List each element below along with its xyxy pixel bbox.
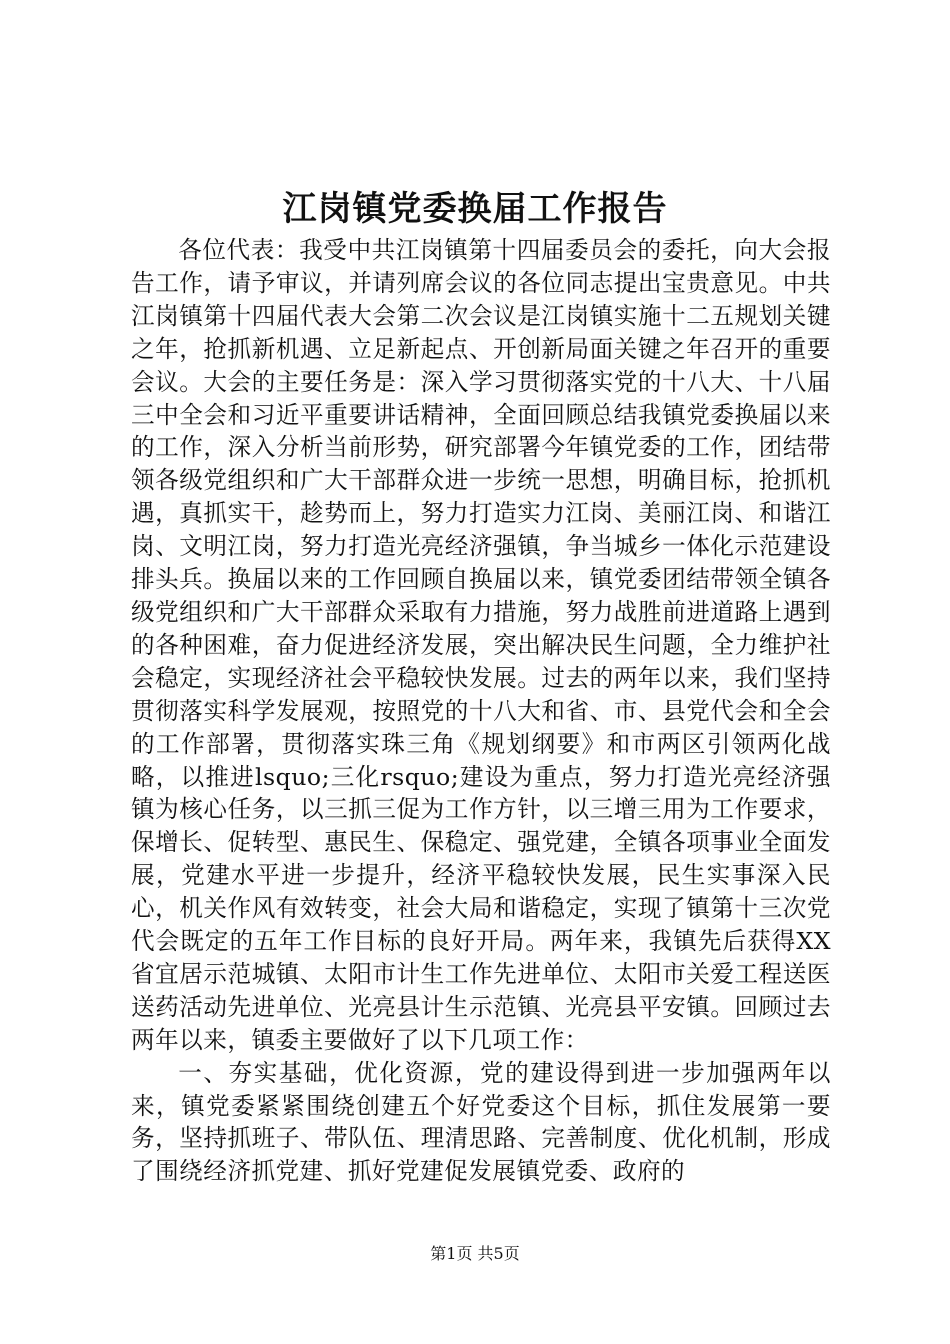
paragraph-intro: 各位代表：我受中共江岗镇第十四届委员会的委托，向大会报告工作，请予审议，并请列席会议的各位同志提出宝贵意见。中共江岗镇第十四届代表大会第二次会议是江岗镇实施十二五规划关键之年，抢抓新机遇、立足新起点、开创新局面关键之年召开的重要会议。大会的主要任务是：深入学习贯彻落实党的十八大、十八届三中全会和习近平重要讲话精神，全面回顾总结我镇党委换届以来的工作，深入分析当前形势，研究部署今年镇党委的工作，团结带领各级党组织和广大干部群众进一步统一思想，明确目标，抢抓机遇，真抓实干，趁势而上，努力打造实力江岗、美丽江岗、和谐江岗、文明江岗，努力打造光亮经济强镇，争当城乡一体化示范建设排头兵。换届以来的工作回顾自换届以来，镇党委团结带领全镇各级党组织和广大干部群众采取有力措施，努力战胜前进道路上遇到的各种困难，奋力促进经济发展，突出解决民生问题，全力维护社会稳定，实现经济社会平稳较快发展。过去的两年以来，我们坚持贯彻落实科学发展观，按照党的十八大和省、市、县党代会和全会的工作部署，贯彻落实珠三角《规划纲要》和市两区引领两化战略，以推进lsquo;三化rsquo;建设为重点，努力打造光亮经济强镇为核心任务，以三抓三促为工作方针，以三增三用为工作要求，保增长、促转型、惠民生、保稳定、强党建，全镇各项事业全面发展，党建水平进一步提升，经济平稳较快发展，民生实事深入民心，机关作风有效转变，社会大局和谐稳定，实现了镇第十三次党代会既定的五年工作目标的良好开局。两年来，我镇先后获得XX省宜居示范城镇、太阳市计生工作先进单位、太阳市关爱工程送医送药活动先进单位、光亮县计生示范镇、光亮县平安镇。回顾过去两年以来，镇委主要做好了以下几项工作：: [131, 236, 831, 1054]
page-footer: 第1页 共5页: [430, 1244, 520, 1263]
document-body: [131, 234, 831, 1188]
paragraph-section-one: 一、夯实基础，优化资源，党的建设得到进一步加强两年以来，镇党委紧紧围绕创建五个好党委这个目标，抓住发展第一要务，坚持抓班子、带队伍、理清思路、完善制度、优化机制，形成了围绕经济抓党建、抓好党建促发展镇党委、政府的: [131, 1058, 831, 1186]
document-title: 江岗镇党委换届工作报告: [282, 189, 668, 229]
